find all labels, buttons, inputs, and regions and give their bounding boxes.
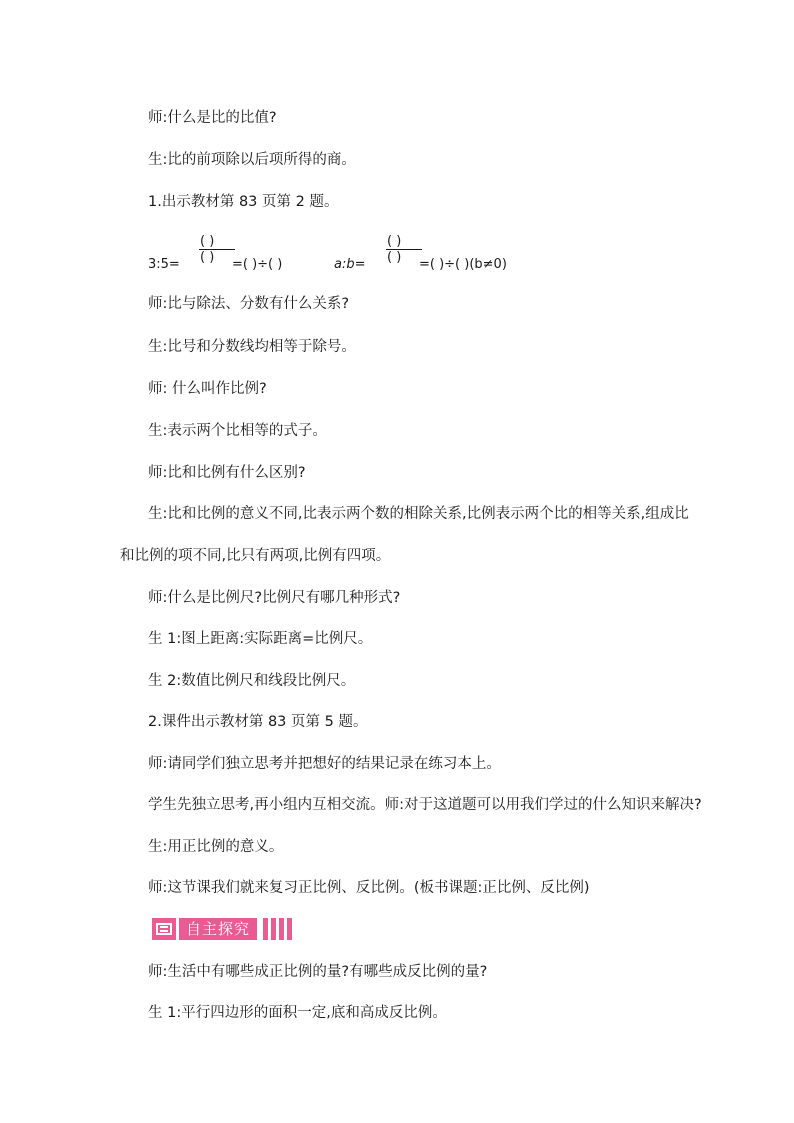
text-line: 2.课件出示教材第 83 页第 5 题。 <box>148 714 368 730</box>
text-line: 生:表示两个比相等的式子。 <box>148 423 327 439</box>
text-line: 和比例的项不同,比只有两项,比例有四项。 <box>120 548 391 564</box>
text-line: 生 2:数值比例尺和线段比例尺。 <box>148 673 356 689</box>
text-line: 师:什么是比例尺?比例尺有哪几种形式? <box>148 590 401 606</box>
text-line: 1.出示教材第 83 页第 2 题。 <box>148 194 339 210</box>
text-line: 师: 什么叫作比例? <box>148 381 267 397</box>
text-line: 学生先独立思考,再小组内互相交流。师:对于这道题可以用我们学过的什么知识来解决? <box>148 797 702 813</box>
formula-right-var: a:b= <box>334 257 366 272</box>
text-line: 师:什么是比的比值? <box>148 110 277 126</box>
text-line: 生:比和比例的意义不同,比表示两个数的相除关系,比例表示两个比的相等关系,组成比 <box>148 506 689 522</box>
section-header <box>152 918 298 940</box>
text-line: 师:这节课我们就来复习正比例、反比例。(板书课题:正比例、反比例) <box>148 880 590 896</box>
section-number-icon <box>152 918 176 940</box>
fraction-denominator-blank: ( ) <box>387 250 402 265</box>
text-line: 师:请同学们独立思考并把想好的结果记录在练习本上。 <box>148 756 501 772</box>
text-line: 生:用正比例的意义。 <box>148 839 284 855</box>
formula-right-division: =( )÷( )(b≠0) <box>419 257 507 272</box>
text-line: 生:比的前项除以后项所得的商。 <box>148 152 356 168</box>
text-line: 师:生活中有哪些成正比例的量?有哪些成反比例的量? <box>148 964 488 980</box>
text-line: 师:比与除法、分数有什么关系? <box>148 296 350 312</box>
section-title: 自主探究 <box>179 918 257 940</box>
formula-left-division: =( )÷( ) <box>232 257 283 272</box>
ratio-formula <box>0 233 794 273</box>
text-line: 师:比和比例有什么区别? <box>148 465 306 481</box>
text-line: 生:比号和分数线均相等于除号。 <box>148 339 356 355</box>
fraction-numerator-blank: ( ) <box>200 234 215 249</box>
section-stripes-decoration <box>260 918 292 940</box>
text-line: 生 1:平行四边形的面积一定,底和高成反比例。 <box>148 1005 447 1021</box>
fraction-denominator-blank: ( ) <box>200 250 215 265</box>
text-line: 生 1:图上距离:实际距离=比例尺。 <box>148 631 373 647</box>
formula-left-expr: 3:5= <box>148 257 180 272</box>
fraction-numerator-blank: ( ) <box>387 234 402 249</box>
